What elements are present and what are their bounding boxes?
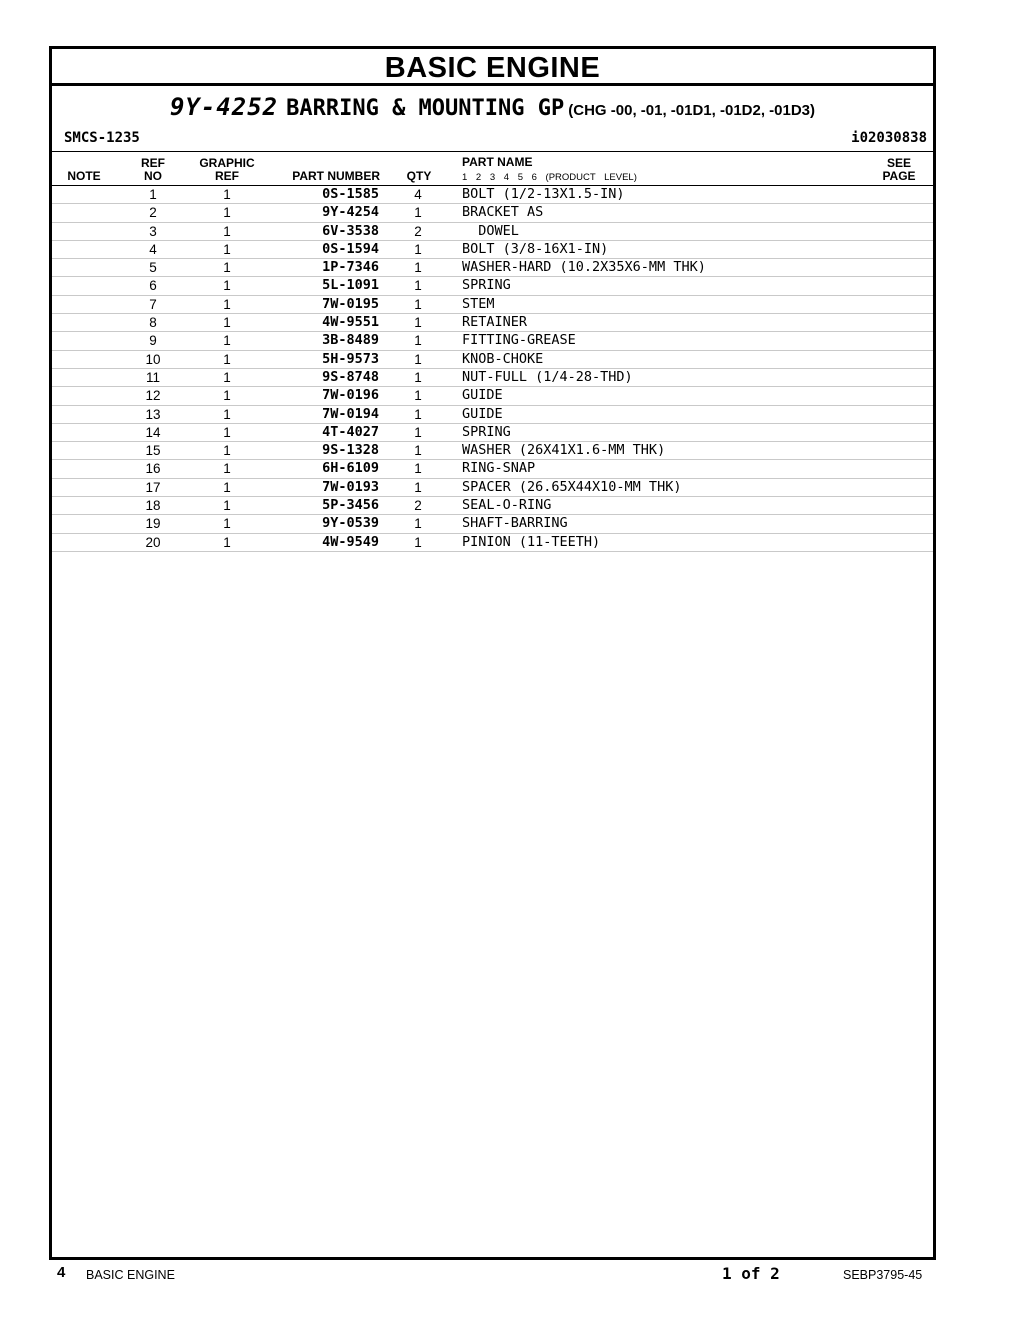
header-ref-line1: REF: [141, 156, 165, 170]
part-name-cell: FITTING-GREASE: [462, 332, 576, 349]
header-product-levels: 1 2 3 4 5 6 (PRODUCT LEVEL): [462, 172, 637, 183]
group-name: BARRING & MOUNTING GP: [286, 96, 565, 121]
ref-no-cell: 3: [149, 223, 157, 239]
part-name-cell: DOWEL: [462, 222, 519, 239]
part-number-cell: 6V-3538: [322, 222, 379, 239]
part-name-cell: BOLT (1/2-13X1.5-IN): [462, 186, 625, 202]
part-name-cell: BOLT (3/8-16X1-IN): [462, 240, 609, 257]
header-graphic-ref: [194, 157, 260, 183]
qty-cell: 1: [414, 443, 422, 459]
part-name-cell: GUIDE: [462, 387, 503, 404]
table-row: [52, 460, 933, 478]
qty-cell: 1: [414, 461, 422, 477]
qty-cell: 2: [414, 498, 422, 514]
part-number-cell: 7W-0193: [322, 478, 379, 495]
part-number-cell: 0S-1585: [322, 186, 379, 202]
header-see-line2: PAGE: [882, 169, 916, 183]
header-top-rule: [52, 151, 933, 152]
graphic-ref-cell: 1: [223, 315, 231, 331]
table-row: [52, 241, 933, 259]
table-row: [52, 534, 933, 552]
group-change-levels: (CHG -00, -01, -01D1, -01D2, -01D3): [568, 102, 816, 119]
part-number-cell: 9Y-0539: [322, 515, 379, 532]
qty-cell: 1: [414, 369, 422, 385]
part-name-cell: KNOB-CHOKE: [462, 350, 544, 367]
table-row: [52, 186, 933, 204]
part-name-cell: SPRING: [462, 423, 511, 440]
part-name-cell: RING-SNAP: [462, 460, 536, 477]
ref-no-cell: 11: [145, 369, 160, 385]
ref-no-cell: 6: [149, 278, 157, 294]
qty-cell: 1: [414, 278, 422, 294]
qty-cell: 1: [414, 205, 422, 221]
graphic-ref-cell: 1: [223, 241, 231, 257]
table-row: [52, 204, 933, 222]
footer-page-number: 4: [57, 1264, 66, 1281]
part-number-cell: 4T-4027: [322, 423, 379, 440]
graphic-ref-cell: 1: [223, 333, 231, 349]
part-name-cell: STEM: [462, 295, 495, 312]
footer-page-of: 1 of 2: [722, 1264, 780, 1283]
part-name-cell: SHAFT-BARRING: [462, 515, 568, 532]
graphic-ref-cell: 1: [223, 534, 231, 550]
table-row: [52, 424, 933, 442]
table-row: [52, 314, 933, 332]
qty-cell: 1: [414, 534, 422, 550]
ref-no-cell: 20: [145, 534, 161, 550]
part-name-cell: SPACER (26.65X44X10-MM THK): [462, 478, 682, 495]
part-name-cell: GUIDE: [462, 405, 503, 422]
ref-no-cell: 17: [145, 479, 161, 495]
ref-no-cell: 13: [145, 406, 161, 422]
part-name-cell: SPRING: [462, 277, 511, 294]
table-row: [52, 406, 933, 424]
part-number-cell: 9S-1328: [322, 442, 379, 459]
part-number-cell: 0S-1594: [322, 240, 379, 257]
graphic-ref-cell: 1: [223, 223, 231, 239]
header-ref-no: [138, 157, 168, 183]
group-number: 9Y-4252: [169, 93, 279, 121]
ref-no-cell: 2: [149, 205, 157, 221]
graphic-ref-cell: 1: [223, 406, 231, 422]
parts-page-frame: [49, 46, 936, 1260]
header-ref-line2: NO: [144, 169, 162, 183]
graphic-ref-cell: 1: [223, 388, 231, 404]
graphic-ref-cell: 1: [223, 351, 231, 367]
part-name-cell: WASHER-HARD (10.2X35X6-MM THK): [462, 259, 706, 276]
footer-section: BASIC ENGINE: [86, 1268, 175, 1282]
ref-no-cell: 15: [145, 443, 161, 459]
qty-cell: 1: [414, 333, 422, 349]
table-row: [52, 369, 933, 387]
graphic-ref-cell: 1: [223, 516, 231, 532]
illustration-id: i02030838: [851, 130, 927, 146]
part-number-cell: 7W-0196: [322, 387, 379, 404]
ref-no-cell: 14: [145, 424, 161, 440]
table-row: [52, 259, 933, 277]
table-row: [52, 277, 933, 295]
graphic-ref-cell: 1: [223, 461, 231, 477]
qty-cell: 1: [414, 241, 422, 257]
ref-no-cell: 9: [149, 333, 157, 349]
graphic-ref-cell: 1: [223, 260, 231, 276]
parts-table: [52, 186, 933, 552]
part-number-cell: 4W-9549: [322, 533, 379, 550]
table-row: [52, 479, 933, 497]
graphic-ref-cell: 1: [223, 424, 231, 440]
header-qty: QTY: [406, 169, 432, 183]
header-graphic-line2: REF: [215, 169, 239, 183]
header-part-name: PART NAME: [462, 155, 533, 169]
table-row: [52, 387, 933, 405]
qty-cell: 1: [414, 260, 422, 276]
table-row: [52, 332, 933, 350]
qty-cell: 2: [414, 223, 422, 239]
ref-no-cell: 16: [145, 461, 161, 477]
header-see-page: [877, 157, 921, 183]
qty-cell: 1: [414, 296, 422, 312]
graphic-ref-cell: 1: [223, 278, 231, 294]
ref-no-cell: 4: [149, 241, 157, 257]
part-name-cell: PINION (11-TEETH): [462, 533, 601, 550]
part-number-cell: 3B-8489: [322, 332, 379, 349]
part-number-cell: 1P-7346: [322, 259, 379, 276]
part-number-cell: 7W-0194: [322, 405, 379, 422]
header-see-line1: SEE: [886, 156, 911, 170]
qty-cell: 1: [414, 351, 422, 367]
ref-no-cell: 8: [149, 315, 157, 331]
footer-publication: SEBP3795-45: [843, 1268, 923, 1282]
graphic-ref-cell: 1: [223, 296, 231, 312]
ref-no-cell: 19: [145, 516, 161, 532]
qty-cell: 1: [414, 388, 422, 404]
part-number-cell: 9S-8748: [322, 368, 379, 385]
ref-no-cell: 7: [149, 296, 157, 312]
ref-no-cell: 1: [149, 187, 157, 202]
qty-cell: 1: [414, 424, 422, 440]
graphic-ref-cell: 1: [223, 498, 231, 514]
graphic-ref-cell: 1: [223, 187, 231, 202]
qty-cell: 1: [414, 479, 422, 495]
qty-cell: 1: [414, 516, 422, 532]
part-number-cell: 7W-0195: [322, 295, 379, 312]
table-row: [52, 223, 933, 241]
part-number-cell: 6H-6109: [322, 460, 379, 477]
graphic-ref-cell: 1: [223, 479, 231, 495]
ref-no-cell: 18: [145, 498, 161, 514]
header-part-number: PART NUMBER: [292, 169, 380, 183]
ref-no-cell: 12: [145, 388, 161, 404]
part-number-cell: 9Y-4254: [322, 204, 379, 221]
part-name-cell: BRACKET AS: [462, 204, 544, 221]
table-row: [52, 515, 933, 533]
graphic-ref-cell: 1: [223, 205, 231, 221]
header-note: NOTE: [67, 169, 101, 183]
group-title: [52, 93, 933, 121]
table-row: [52, 296, 933, 314]
header-graphic-line1: GRAPHIC: [199, 156, 255, 170]
section-title: BASIC ENGINE: [52, 49, 933, 86]
part-number-cell: 5H-9573: [322, 350, 379, 367]
part-name-cell: NUT-FULL (1/4-28-THD): [462, 368, 633, 385]
part-number-cell: 5L-1091: [322, 277, 379, 294]
part-number-cell: 5P-3456: [322, 497, 379, 514]
qty-cell: 4: [414, 187, 422, 202]
part-number-cell: 4W-9551: [322, 314, 379, 331]
qty-cell: 1: [414, 406, 422, 422]
ref-no-cell: 5: [149, 260, 157, 276]
table-row: [52, 351, 933, 369]
part-name-cell: SEAL-O-RING: [462, 497, 552, 514]
qty-cell: 1: [414, 315, 422, 331]
smcs-code: SMCS-1235: [64, 130, 140, 146]
graphic-ref-cell: 1: [223, 443, 231, 459]
ref-no-cell: 10: [145, 351, 161, 367]
part-name-cell: WASHER (26X41X1.6-MM THK): [462, 442, 666, 459]
table-row: [52, 442, 933, 460]
table-row: [52, 497, 933, 515]
part-name-cell: RETAINER: [462, 314, 528, 331]
graphic-ref-cell: 1: [223, 369, 231, 385]
